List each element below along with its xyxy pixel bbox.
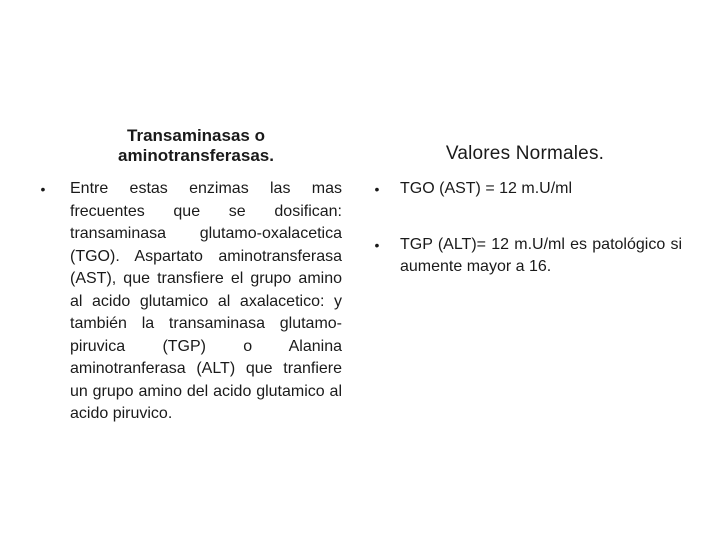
left-heading: Transaminasas o aminotransferasas.	[118, 126, 274, 165]
list-item-text: TGP (ALT)= 12 m.U/ml es patológico si aumente mayor a 16.	[400, 235, 682, 275]
bullet-dot-icon: •	[40, 181, 46, 197]
list-item-text: TGO (AST) = 12 m.U/ml	[400, 180, 573, 197]
right-heading: Valores Normales.	[445, 143, 605, 164]
list-item	[370, 234, 682, 279]
right-bullet-list	[370, 178, 682, 279]
bullet-dot-icon: •	[374, 236, 380, 253]
bullet-dot-icon: •	[374, 181, 380, 197]
list-item	[370, 178, 682, 201]
left-bullet-list	[36, 178, 342, 426]
list-item-text: Entre estas enzimas las mas frecuentes que se dosifican: transaminasa glutamo-oxalacetica (TGO). Aspartato aminotransferasa (AST), que transfiere el grupo amino al acido glutamico al axalacetico: y también la transaminasa glutamo-piruvica (TGP) o Alanina aminotranferasa (ALT) que tranfiere un grupo amino del acido glutamico al acido piruvico.	[70, 180, 342, 422]
list-item	[36, 178, 342, 426]
